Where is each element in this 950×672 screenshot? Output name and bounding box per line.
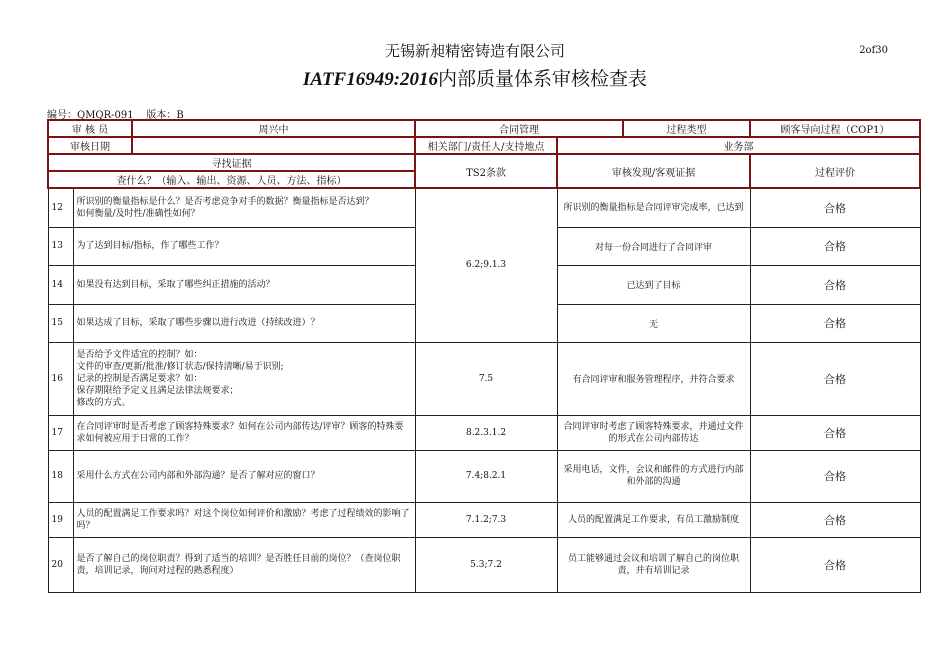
evaluation-cell: 合格: [750, 415, 920, 450]
auditor-label: 审 核 员: [48, 120, 132, 137]
row-number: 15: [48, 304, 73, 342]
clause-cell: 7.5: [415, 342, 557, 415]
row-number: 17: [48, 415, 73, 450]
evaluation-cell: 合格: [750, 502, 920, 537]
clause-cell: 8.2.3.1.2: [415, 415, 557, 450]
check-header: 查什么？（输入、输出、资源、人员、方法、指标）: [48, 171, 415, 188]
table-row: [48, 537, 920, 592]
table-row: [48, 450, 920, 502]
dept-value: 业务部: [557, 137, 920, 154]
clause-header: TS2条款: [415, 154, 557, 188]
row-number: 16: [48, 342, 73, 415]
row-number: 13: [48, 227, 73, 265]
clause-cell: 7.1.2;7.3: [415, 502, 557, 537]
finding-header: 审核发现/客观证据: [557, 154, 750, 188]
check-question: 是否给予文件适宜的控制？如： 文件的审查/更新/批准/修订状态/保持清晰/易于识别; 记录的控制是否满足要求？如： 保存期限给予定义且满足法律法规要求； 修改的方式。: [73, 342, 415, 415]
row-number: 14: [48, 265, 73, 304]
row-number: 20: [48, 537, 73, 592]
company-name: 无锡新昶精密铸造有限公司: [384, 42, 565, 60]
doc-number: 编号：QMQR-091: [47, 110, 134, 121]
auditor-name: 周兴中: [132, 120, 415, 137]
column-header-row-1: [48, 154, 920, 171]
check-question: 如果达成了目标，采取了哪些步骤以进行改进（持续改进）？: [73, 304, 415, 342]
finding-cell: 员工能够通过会议和培训了解自己的岗位职责，并有培训记录: [557, 537, 750, 592]
info-row-2: [48, 137, 920, 154]
row-number: 18: [48, 450, 73, 502]
evaluation-cell: 合格: [750, 188, 920, 227]
evaluation-cell: 合格: [750, 537, 920, 592]
audit-date: [132, 137, 415, 154]
evaluation-cell: 合格: [750, 227, 920, 265]
page-number: 2of30: [859, 45, 888, 56]
evaluation-header: 过程评价: [750, 154, 920, 188]
check-question: 在合同评审时是否考虑了顾客特殊要求？如何在公司内部传达/评审？顾客的特殊要求如何被应用于日常的工作？: [73, 415, 415, 450]
check-question: 为了达到目标/指标，作了哪些工作？: [73, 227, 415, 265]
title-text: 内部质量体系审核检查表: [438, 68, 648, 90]
dept-label: 相关部门/责任人/支持地点: [415, 137, 557, 154]
table-row: [48, 188, 920, 227]
evaluation-cell: 合格: [750, 304, 920, 342]
process-name: 合同管理: [415, 120, 623, 137]
clause-cell: 6.2;9.1.3: [415, 188, 557, 342]
clause-cell: 5.3;7.2: [415, 537, 557, 592]
finding-cell: 合同评审时考虑了顾客特殊要求，并通过文件的形式在公司内部传达: [557, 415, 750, 450]
finding-cell: 所识别的衡量指标是合同评审完成率，已达到: [557, 188, 750, 227]
table-row: [48, 502, 920, 537]
check-question: 人员的配置满足工作要求吗？对这个岗位如何评价和激励？考虑了过程绩效的影响了吗？: [73, 502, 415, 537]
evaluation-cell: 合格: [750, 450, 920, 502]
title-standard: IATF16949:2016: [302, 69, 439, 90]
finding-cell: 对每一份合同进行了合同评审: [557, 227, 750, 265]
table-row: [48, 342, 920, 415]
finding-cell: 已达到了目标: [557, 265, 750, 304]
check-question: 是否了解自己的岗位职责？得到了适当的培训？是否胜任目前的岗位？（查岗位职责，培训记录，询问对过程的熟悉程度）: [73, 537, 415, 592]
clause-cell: 7.4;8.2.1: [415, 450, 557, 502]
doc-version: 版本：B: [146, 110, 184, 121]
finding-cell: 有合同评审和服务管理程序，并符合要求: [557, 342, 750, 415]
process-type-label: 过程类型: [623, 120, 750, 137]
evaluation-cell: 合格: [750, 342, 920, 415]
check-question: 采用什么方式在公司内部和外部沟通？是否了解对应的窗口？: [73, 450, 415, 502]
evidence-header: 寻找证据: [48, 154, 415, 171]
check-question: 所识别的衡量指标是什么？是否考虑竞争对手的数据？衡量指标是否达到？ 如何衡量/及时性/准确性如何？: [73, 188, 415, 227]
finding-cell: 无: [557, 304, 750, 342]
info-row-1: [48, 120, 920, 137]
evaluation-cell: 合格: [750, 265, 920, 304]
audit-date-label: 审核日期: [48, 137, 132, 154]
table-row: [48, 415, 920, 450]
row-number: 12: [48, 188, 73, 227]
process-type: 顾客导向过程（COP1）: [750, 120, 920, 137]
finding-cell: 人员的配置满足工作要求，有员工激励制度: [557, 502, 750, 537]
check-question: 如果没有达到目标，采取了哪些纠正措施的活动？: [73, 265, 415, 304]
audit-checklist-table: [47, 119, 921, 593]
finding-cell: 采用电话，文件，会议和邮件的方式进行内部和外部的沟通: [557, 450, 750, 502]
page-title: [0, 64, 950, 91]
row-number: 19: [48, 502, 73, 537]
